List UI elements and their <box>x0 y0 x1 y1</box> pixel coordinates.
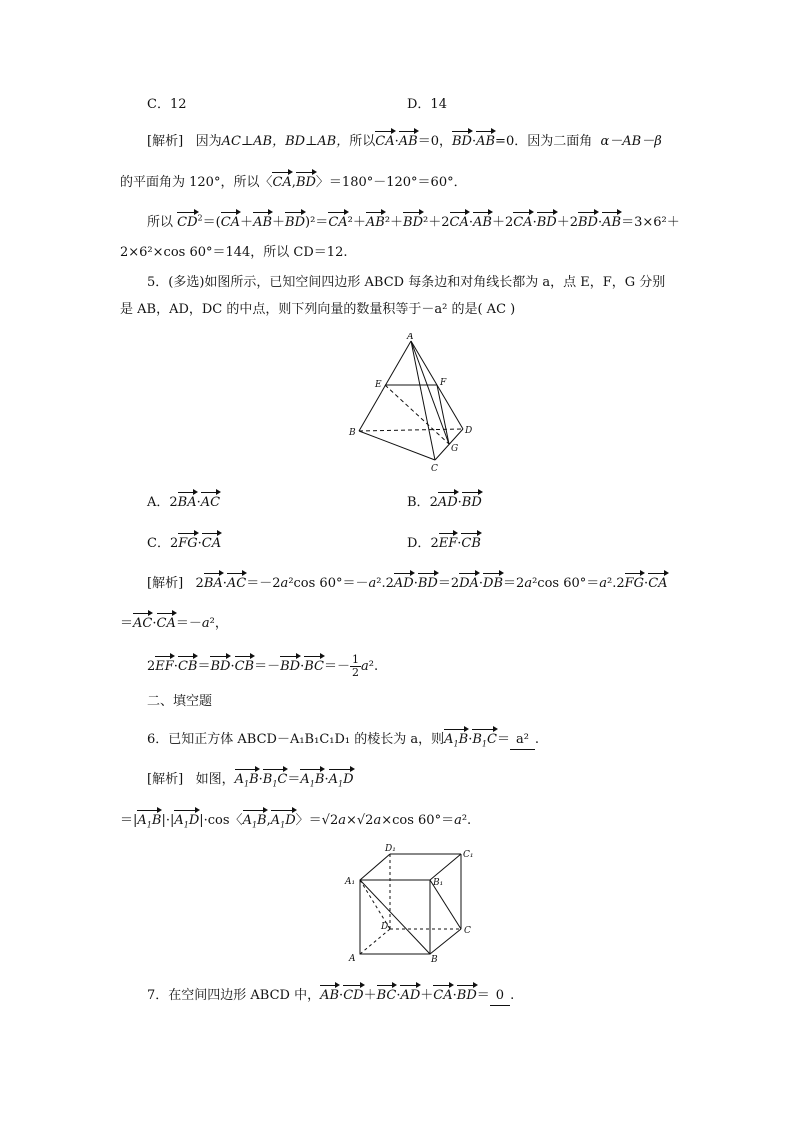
q5-option-b: B．2AD·BD <box>407 492 482 512</box>
q5-analysis-line3: 2EF·CB＝BD·CB＝－BD·BC＝－ $\frac{1}{2}$ a². <box>147 653 379 679</box>
vertex-label-e: E <box>375 380 382 390</box>
q6-analysis-line1: [解析] 如图，$A_1B\cdot B_1C=A_1B\cdot A_1D$ <box>147 769 354 789</box>
analysis-tag: [解析] <box>147 134 184 149</box>
q5-option-c: C．2FG·CA <box>147 533 221 553</box>
cube-label-d: D <box>381 922 389 932</box>
q4-option-c: C．12 <box>147 97 187 112</box>
cube-label-a: A <box>349 954 356 964</box>
q6-stem: 6．已知正方体 ABCD－A₁B₁C₁D₁ 的棱长为 a，则$A_1B\cdot B_1C= a^2$ . <box>147 729 539 750</box>
q7-stem: 7．在空间四边形 ABCD 中，AB·CD＋BC·AD＋CA·BD＝ 0 . <box>147 985 514 1006</box>
section-heading-fill-in: 二、填空题 <box>147 694 213 709</box>
q5-option-a: A．2BA·AC <box>147 492 220 512</box>
tetrahedron-figure <box>345 333 480 473</box>
q4-analysis-line3: 所以 $CD^2=(CA+AB+BD)^2=CA^2+AB^2+BD^2+2CA\cdot AB+2CA\cdot BD+2BD\cdot AB=3\times 6^2+$ <box>147 213 680 230</box>
cube-label-c1: C₁ <box>463 850 474 860</box>
vertex-label-a: A <box>407 333 414 342</box>
q6-analysis-line2: $=|A_1B|\cdot|A_1D|\cdot\cos$〈$A_1B,A_1D$〉＝√2a×√2a×cos 60°＝a². <box>120 810 471 830</box>
cube-label-a1: A₁ <box>345 877 356 887</box>
q5-option-d: D．2EF·CB <box>407 533 481 553</box>
q5-stem-line2: 是 AB，AD，DC 的中点，则下列向量的数量积等于－a² 的是( AC ) <box>120 302 516 317</box>
q4-analysis-line2: 的平面角为 120°，所以〈CA,BD〉＝180°－120°＝60°． <box>120 172 467 192</box>
vertex-label-g: G <box>451 444 459 454</box>
cube-label-d1: D₁ <box>385 844 396 854</box>
cube-label-b1: B₁ <box>433 878 444 888</box>
vertex-label-b: B <box>349 428 356 438</box>
analysis-tag: [解析] <box>147 772 184 787</box>
cube-label-b: B <box>431 955 438 965</box>
cube-label-c: C <box>464 926 471 936</box>
q5-analysis-line2: ＝AC·CA＝－a²， <box>120 613 228 633</box>
q5-stem-line1: 5．(多选)如图所示，已知空间四边形 ABCD 每条边和对角线长都为 a，点 E，F，G 分别 <box>147 275 666 290</box>
q6-answer: a² <box>510 731 535 750</box>
q4-option-d: D．14 <box>407 97 447 112</box>
vertex-label-c: C <box>431 464 438 473</box>
analysis-tag: [解析] <box>147 576 184 591</box>
q5-analysis-line1: [解析] 2BA·AC＝－2a²cos 60°＝－a².2AD·BD＝2DA·DB＝2a²cos 60°＝a².2FG·CA <box>147 573 668 593</box>
q4-analysis-line1: [解析] 因为AC⊥AB，BD⊥AB，所以CA·AB＝0，BD·AB=0．因为二面角 α－AB－β <box>147 131 662 151</box>
cube-figure <box>343 843 478 968</box>
q7-answer: 0 <box>490 987 510 1006</box>
vertex-label-d: D <box>465 426 473 436</box>
q4-analysis-line4: 2×6²×cos 60°＝144，所以 CD＝12. <box>120 245 348 260</box>
vertex-label-f: F <box>440 378 447 388</box>
